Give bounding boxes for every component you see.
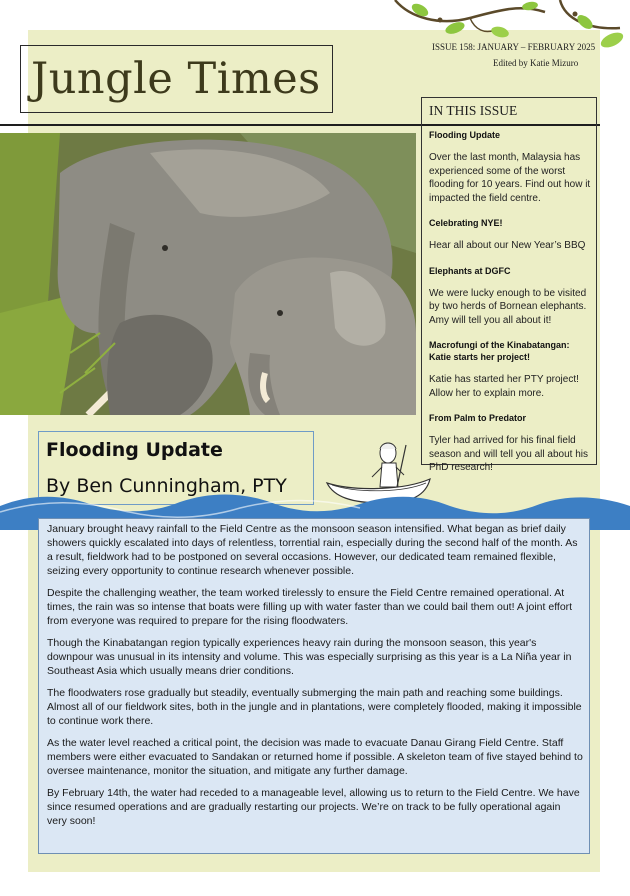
article-paragraph: January brought heavy rainfall to the Field Centre as the monsoon season intensified. What began as brief daily showers quickly escalated into days of relentless, torrential rain, especially during the second half of the month. As a result, fieldwork had to be postponed on several occasions. However, our dedicated team remained flexible, seizing every opportunity to continue research whenever possible. [47,523,578,577]
newsletter-title: Jungle Times [31,54,321,104]
article-title: Flooding Update [46,439,223,461]
toc-heading: IN THIS ISSUE [429,103,518,118]
masthead-box [20,45,333,113]
article-text [47,522,583,836]
issue-number: ISSUE 158: JANUARY – FEBRUARY 2025 [432,42,596,52]
toc-list [429,129,593,487]
article-paragraph: By February 14th, the water had receded to a manageable level, allowing us to return to the Field Centre. We have since resumed operations and are gradually restarting our projects. We’re on track to be fully operational again very soon! [47,787,580,827]
toc-item-description: We were lucky enough to be visited by two herds of Bornean elephants. Amy will tell you all about it! [429,287,587,326]
toc-item-title: From Palm to Predator [429,413,527,423]
article-paragraph: Despite the challenging weather, the team worked tirelessly to ensure the Field Centre remained operational. At times, the rain was so intense that boats were filling up with water faster than we could bail them out! A joint effort from everyone was required to prepare for the rising floodwaters. [47,587,573,627]
article-body [38,518,590,854]
article-byline: By Ben Cunningham, PTY [46,475,287,497]
toc-item-title: Elephants at DGFC [429,265,511,276]
article-paragraph: Though the Kinabatangan region typically experiences heavy rain during the monsoon season, this year's downpour was unusual in its intensity and volume. This was especially surprising as this year is a La Niña year in Southeast Asia which usually means drier conditions. [47,637,572,677]
toc-item-description: Over the last month, Malaysia has experienced some of the worst flooding for 10 years. Find out how it impacted the field centre. [429,152,591,204]
article-paragraph: As the water level reached a critical point, the decision was made to evacuate Danau Girang Field Centre. Staff members were either evacuated to Sandakan or returned home if possible. A skeleton team of five stayed behind to oversee maintenance, monitor the situation, and mitigate any further damage. [47,737,583,777]
toc-item-title: Celebrating NYE! [429,218,503,228]
toc-item-description: Hear all about our New Year’s BBQ [429,240,586,251]
editor-credit: Edited by Katie Mizuro [493,58,579,68]
toc-item-description: Tyler had arrived for his final field season and will tell you all about his PhD research! [429,435,588,473]
in-this-issue-box [421,97,597,473]
toc-item-title: Flooding Update [429,130,500,140]
toc-item-description: Katie has started her PTY project! Allow her to explain more. [429,374,579,399]
toc-item-title: Macrofungi of the Kinabatangan: Katie starts her project! [429,340,570,362]
elephant-photo [0,133,416,415]
article-paragraph: The floodwaters rose gradually but steadily, eventually submerging the main path and reaching some buildings. Almost all of our fieldwork sites, both in the jungle and in plantations, were completely flooded, making it impossible to continue work there. [47,687,582,727]
